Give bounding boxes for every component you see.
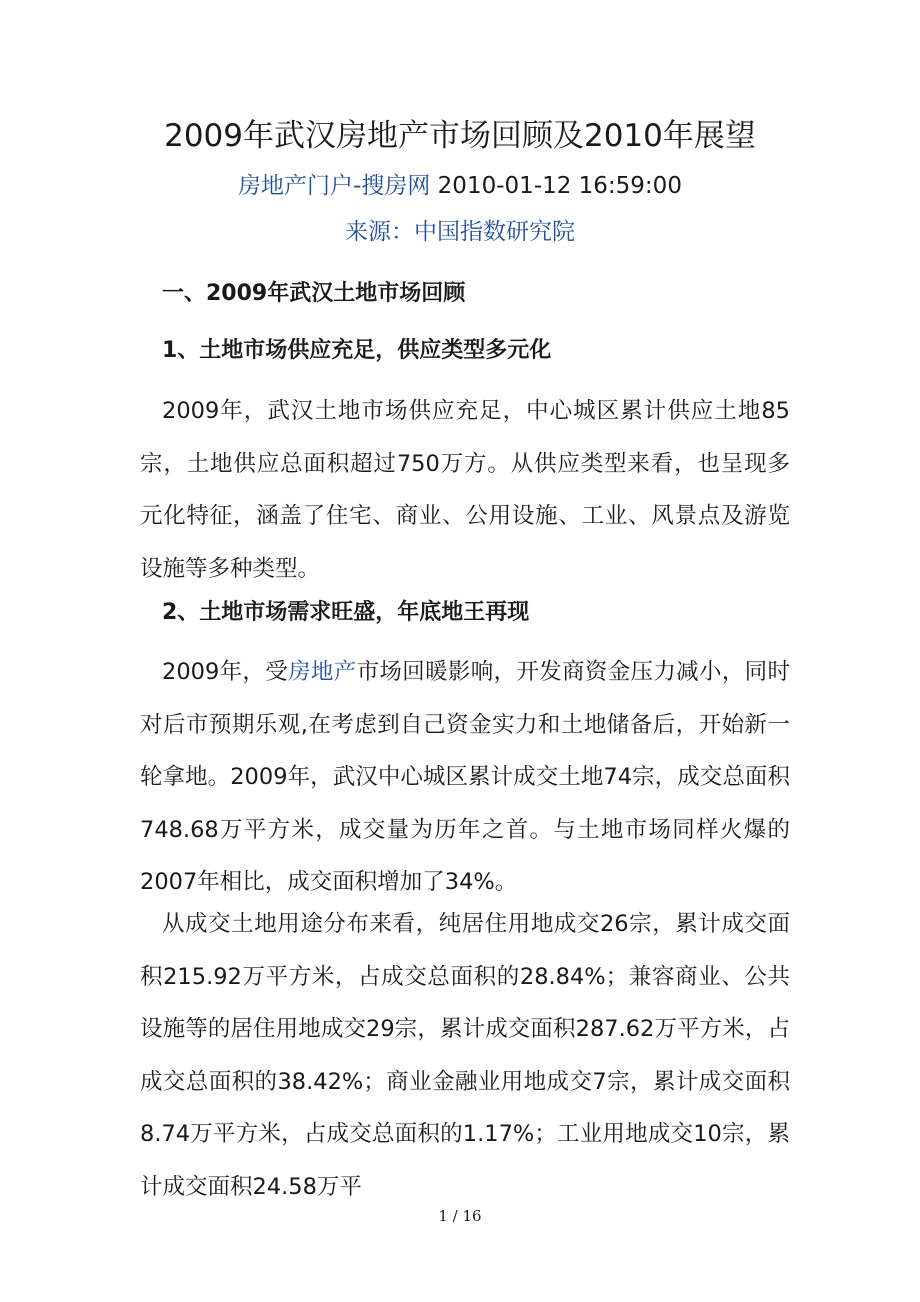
paragraph-land-usage: 从成交土地用途分布来看，纯居住用地成交26宗，累计成交面积215.92万平方米，占成交总面积的28.84%；兼容商业、公共设施等的居住用地成交29宗，累计成交面积287.62万平方米，占成交总面积的38.42%；商业金融业用地成交7宗，累计成交面积8.74万平方米，占成交总面积的1.17%；工业用地成交10宗，累计成交面积24.58万平: [140, 911, 790, 1200]
publish-datetime: 2010-01-12 16:59:00: [437, 173, 682, 199]
subsection-heading-2: 2、土地市场需求旺盛，年底地王再现: [162, 600, 530, 625]
paragraph-text-post: 市场回暖影响，开发商资金压力减小，同时对后市预期乐观,在考虑到自己资金实力和土地储备后，开始新一轮拿地。2009年，武汉中心城区累计成交土地74宗，成交总面积748.68万平方米，成交量为历年之首。与土地市场同样火爆的2007年相比，成交面积增加了34%。: [140, 659, 790, 895]
subsection-heading-1: 1、土地市场供应充足，供应类型多元化: [162, 338, 552, 363]
paragraph-text-pre: 2009年，受: [162, 659, 289, 685]
source-line: [0, 168, 920, 204]
paragraph-land-supply: 2009年，武汉土地市场供应充足，中心城区累计供应土地85宗，土地供应总面积超过750万方。从供应类型来看，也呈现多元化特征，涵盖了住宅、商业、公用设施、工业、风景点及游览设施等多种类型。: [140, 398, 790, 582]
paragraph-land-demand: [140, 646, 790, 909]
source-attribution: 来源：中国指数研究院: [345, 219, 575, 245]
source-site-link[interactable]: 房地产门户-搜房网: [238, 173, 431, 199]
document-title: 2009年武汉房地产市场回顾及2010年展望: [164, 118, 756, 154]
section-heading-1: 一、2009年武汉土地市场回顾: [162, 281, 466, 306]
real-estate-link[interactable]: 房地产: [288, 659, 357, 685]
page-indicator: 1 / 16: [438, 1207, 482, 1225]
